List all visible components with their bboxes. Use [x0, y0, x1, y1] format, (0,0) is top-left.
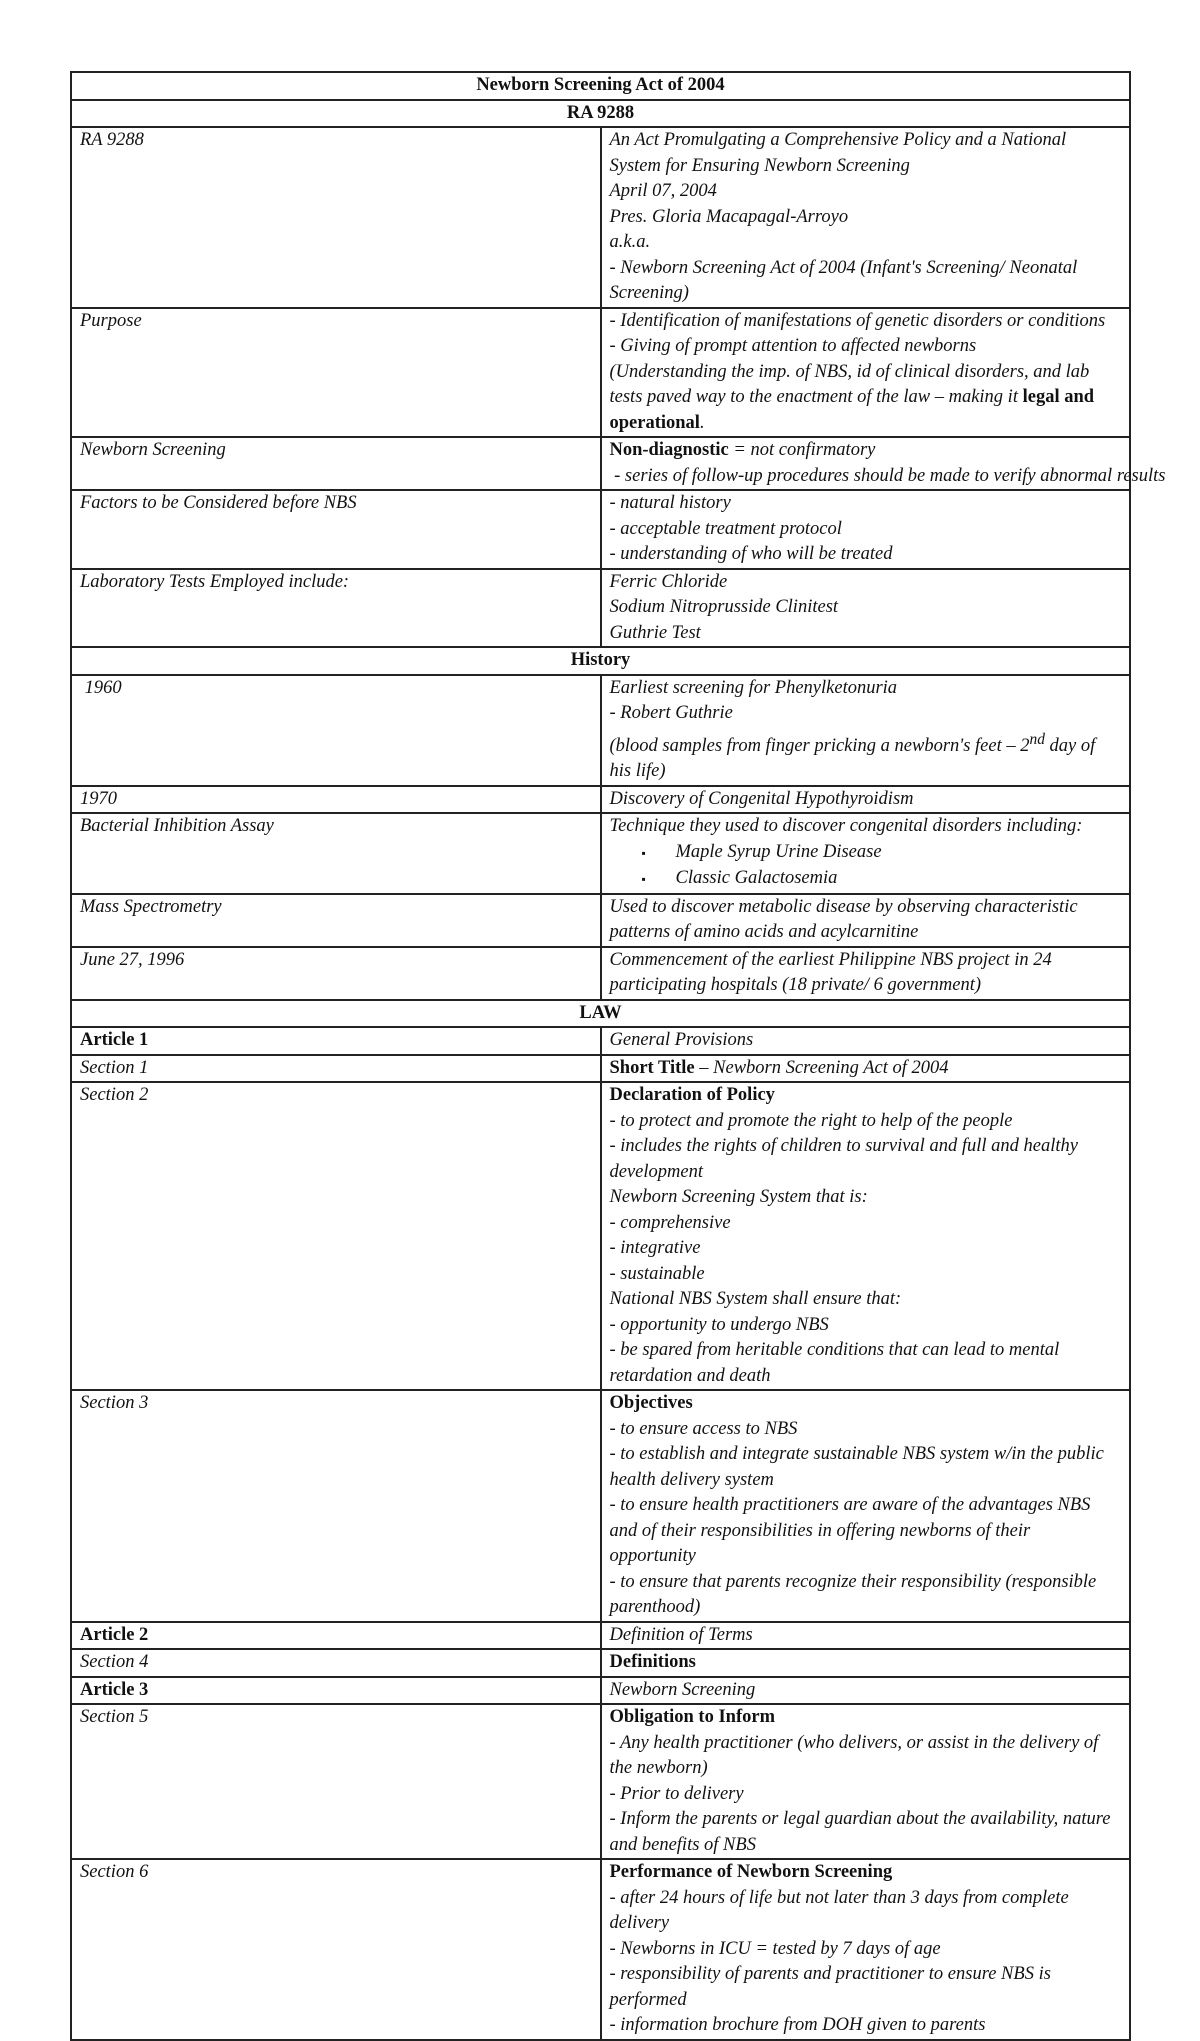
history-header-row: [71, 647, 1130, 675]
title-row: [71, 72, 1130, 100]
row-content: Obligation to Inform - Any health practitioner (who delivers, or assist in the delivery of the newborn) - Prior to delivery - Inform the parents or legal guardian about the availability, nature and benefits of NBS: [601, 1704, 1131, 1859]
table-row: [71, 1649, 1130, 1677]
table-row: [71, 1859, 1130, 2040]
row-content: Objectives - to ensure access to NBS - to establish and integrate sustainable NBS system w/in the public health delivery system - to ensure health practitioners are aware of the advantages NBS and of their responsibilities in offering newborns of their opportunity - to ensure that parents recognize their responsibility (responsible parenthood): [601, 1390, 1131, 1622]
row-label: Laboratory Tests Employed include:: [71, 569, 601, 648]
table-row: [71, 1082, 1130, 1390]
list-item: ▪ Maple Syrup Urine Disease: [610, 840, 1122, 867]
table-row: [71, 813, 1130, 894]
document-subtitle: RA 9288: [71, 100, 1130, 128]
section-label: Section 3: [71, 1390, 601, 1622]
section-title: Definitions: [601, 1649, 1131, 1677]
row-content: Commencement of the earliest Philippine NBS project in 24 participating hospitals (18 private/ 6 government): [601, 947, 1131, 1000]
row-content: Earliest screening for Phenylketonuria - Robert Guthrie (blood samples from finger pricking a newborn's feet – 2nd day of his life): [601, 675, 1131, 786]
table-row: [71, 786, 1130, 814]
row-label: 1970: [71, 786, 601, 814]
row-label: June 27, 1996: [71, 947, 601, 1000]
table-row: [71, 1390, 1130, 1622]
table-row: [71, 1677, 1130, 1705]
row-label: 1960: [71, 675, 601, 786]
table-row: [71, 1622, 1130, 1650]
table-row: [71, 437, 1130, 490]
row-label: Mass Spectrometry: [71, 894, 601, 947]
row-content: - Identification of manifestations of genetic disorders or conditions - Giving of prompt attention to affected newborns (Understanding the imp. of NBS, id of clinical disorders, and lab tests paved way to the enactment of the law – making it legal and operational.: [601, 308, 1131, 438]
row-label: Newborn Screening: [71, 437, 601, 490]
table-row: [71, 1055, 1130, 1083]
document-title: Newborn Screening Act of 2004: [71, 72, 1130, 100]
table-row: [71, 1027, 1130, 1055]
table-row: [71, 490, 1130, 569]
notes-table: [70, 71, 1166, 2041]
article-title: Definition of Terms: [601, 1622, 1131, 1650]
row-content: An Act Promulgating a Comprehensive Policy and a National System for Ensuring Newborn Screening April 07, 2004 Pres. Gloria Macapagal-Arroyo a.k.a. - Newborn Screening Act of 2004 (Infant's Screening/ Neonatal Screening): [601, 127, 1131, 308]
section-label: Section 4: [71, 1649, 601, 1677]
row-content: - natural history - acceptable treatment protocol - understanding of who will be treated: [601, 490, 1131, 569]
row-content: Technique they used to discover congenital disorders including: ▪ Maple Syrup Urine Disease ▪ Classic Galactosemia: [601, 813, 1131, 894]
row-label: Purpose: [71, 308, 601, 438]
article-title: Newborn Screening: [601, 1677, 1131, 1705]
law-header-row: [71, 1000, 1130, 1028]
row-content: Short Title – Newborn Screening Act of 2004: [601, 1055, 1131, 1083]
article-title: General Provisions: [601, 1027, 1131, 1055]
row-content: Used to discover metabolic disease by observing characteristic patterns of amino acids and acylcarnitine: [601, 894, 1131, 947]
table-row: [71, 675, 1130, 786]
table-row: [71, 894, 1130, 947]
row-label: Factors to be Considered before NBS: [71, 490, 601, 569]
table-row: [71, 127, 1130, 308]
section-heading-law: LAW: [71, 1000, 1130, 1028]
section-heading-history: History: [71, 647, 1130, 675]
row-content: Discovery of Congenital Hypothyroidism: [601, 786, 1131, 814]
table-row: [71, 308, 1130, 438]
row-content: Performance of Newborn Screening - after 24 hours of life but not later than 3 days from complete delivery - Newborns in ICU = tested by 7 days of age - responsibility of parents and practitioner to ensure NBS is performed - information brochure from DOH given to parents: [601, 1859, 1131, 2040]
subtitle-row: [71, 100, 1130, 128]
table-row: [71, 1704, 1130, 1859]
section-label: Section 2: [71, 1082, 601, 1390]
section-label: Section 5: [71, 1704, 601, 1859]
row-content: Ferric Chloride Sodium Nitroprusside Clinitest Guthrie Test: [601, 569, 1131, 648]
table-row: [71, 947, 1130, 1000]
article-label: Article 3: [71, 1677, 601, 1705]
row-content: Declaration of Policy - to protect and promote the right to help of the people - includes the rights of children to survival and full and healthy development Newborn Screening System that is: - comprehensive - integrative - sustainable National NBS System shall ensure that: - opportunity to undergo NBS - be spared from heritable conditions that can lead to mental retardation and death: [601, 1082, 1131, 1390]
row-label: Bacterial Inhibition Assay: [71, 813, 601, 894]
section-label: Section 6: [71, 1859, 601, 2040]
list-item: ▪ Classic Galactosemia: [610, 866, 1122, 893]
row-label: RA 9288: [71, 127, 601, 308]
table-row: [71, 569, 1130, 648]
section-label: Section 1: [71, 1055, 601, 1083]
document-page: [70, 71, 1166, 2041]
article-label: Article 2: [71, 1622, 601, 1650]
row-content: Non-diagnostic = not confirmatory - series of follow-up procedures should be made to verify abnormal results: [601, 437, 1131, 490]
article-label: Article 1: [71, 1027, 601, 1055]
